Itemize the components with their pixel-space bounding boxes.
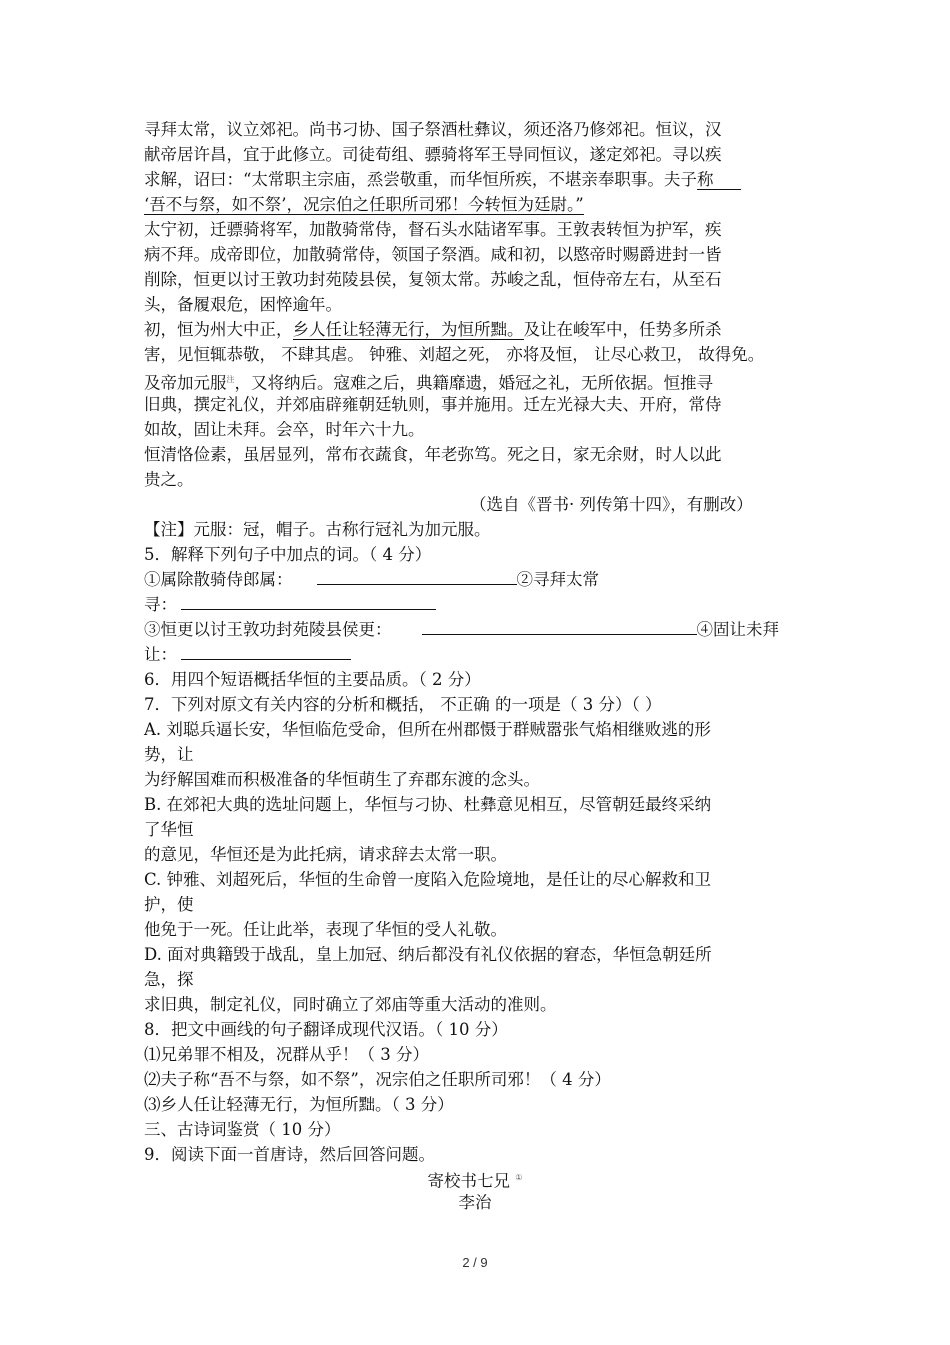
- question-5: 5．解释下列句子中加点的词。（ 4 分）: [144, 545, 432, 564]
- poem-author: 李治: [458, 1193, 492, 1212]
- passage-line: 及帝加元服$^注$，又将纳后。寇难之后，典籍靡遗，婚冠之礼，无所依据。恒推寻: [144, 373, 713, 393]
- question-8-item: ⑵夫子称“吾不与祭，如不祭”，况宗伯之任职所司邪！（ 4 分）: [144, 1070, 611, 1089]
- answer-blank[interactable]: [181, 645, 351, 660]
- question-8-item: ⑶乡人任让轻薄无行，为恒所黜。（ 3 分）: [144, 1095, 454, 1114]
- underlined-sentence: ‘吾不与祭，如不祭’，况宗伯之任职所司邪！今转恒为廷尉。”: [144, 195, 584, 214]
- option-d: 求旧典，制定礼仪，同时确立了郊庙等重大活动的准则。: [144, 995, 557, 1014]
- option-c: 他免于一死。任让此举，表现了华恒的受人礼敬。: [144, 920, 507, 939]
- option-b: B. 在郊祀大典的选址问题上，华恒与刁协、杜彝意见相互，尽管朝廷最终采纳: [144, 795, 712, 814]
- option-a: A. 刘聪兵逼长安，华恒临危受命，但所在州郡慑于群贼嚣张气焰相继败逃的形: [144, 720, 711, 739]
- passage-line: 太宁初，迁骠骑将军，加散骑常侍，督石头水陆诸军事。王敦表转恒为护军，疾: [144, 220, 722, 239]
- question-8: 8．把文中画线的句子翻译成现代汉语。（ 10 分）: [144, 1020, 508, 1039]
- passage-line: 病不拜。成帝即位，加散骑常侍，领国子祭酒。咸和初，以愍帝时赐爵进封一皆: [144, 245, 722, 264]
- question-5-item: ①属除散骑侍郎属： ②寻拜太常: [144, 570, 599, 589]
- question-8-item: ⑴兄弟罪不相及，况群从乎！（ 3 分）: [144, 1045, 429, 1064]
- option-c: 护，使: [144, 895, 194, 914]
- passage-line: 旧典，撰定礼仪，并郊庙辟雍朝廷轨则，事并施用。迁左光禄大夫、开府，常侍: [144, 395, 722, 414]
- passage-line: 贵之。: [144, 470, 194, 489]
- question-5-item: ③恒更以讨王敦功封苑陵县侯更： ④固让未拜: [144, 620, 779, 639]
- option-d: D. 面对典籍毁于战乱，皇上加冠、纳后都没有礼仪依据的窘态，华恒急朝廷所: [144, 945, 712, 964]
- underlined-sentence: 乡人任让轻薄无行，为恒所黜。: [292, 320, 524, 339]
- answer-blank[interactable]: [422, 620, 697, 635]
- passage-line: [144, 170, 741, 190]
- option-d: 急，探: [144, 970, 194, 989]
- passage-line: 恒清恪俭素，虽居显列，常布衣蔬食，年老弥笃。死之日，家无余财，时人以此: [144, 445, 722, 464]
- passage-line: 头，备履艰危，困悴逾年。: [144, 295, 342, 314]
- footnote-mark: 注: [226, 375, 235, 384]
- question-6: 6．用四个短语概括华恒的主要品质。（ 2 分）: [144, 670, 481, 689]
- footnote: 【注】元服：冠，帽子。古称行冠礼为加元服。: [144, 520, 491, 539]
- passage-line: 初，恒为州大中正，乡人任让轻薄无行，为恒所黜。及让在峻军中，任势多所杀: [144, 320, 722, 339]
- passage-line: 如故，固让未拜。会卒，时年六十九。: [144, 420, 425, 439]
- option-a: 势，让: [144, 745, 194, 764]
- option-b: 了华恒: [144, 820, 194, 839]
- poem-title: 寄校书七兄 ①: [427, 1171, 523, 1191]
- passage-line: 寻拜太常，议立郊祀。尚书刁协、国子祭酒杜彝议，须还洛乃修郊祀。恒议，汉: [144, 120, 722, 139]
- page-number: 2 / 9: [462, 1255, 488, 1270]
- poem-title-mark: ①: [515, 1173, 523, 1182]
- question-5-item: 让：: [144, 645, 351, 665]
- underlined-word: 称: [697, 170, 742, 190]
- passage-source: （选自《晋书· 列传第十四》，有删改）: [470, 495, 753, 514]
- question-5-item: 寻：: [144, 595, 436, 615]
- passage-line: [144, 195, 584, 215]
- answer-blank[interactable]: [317, 570, 517, 585]
- passage-line: 削除，恒更以讨王敦功封苑陵县侯，复领太常。苏峻之乱，恒侍帝左右，从至石: [144, 270, 722, 289]
- option-b: 的意见，华恒还是为此托病，请求辞去太常一职。: [144, 845, 507, 864]
- question-9: 9．阅读下面一首唐诗，然后回答问题。: [144, 1145, 435, 1164]
- option-a: 为纾解国难而积极准备的华恒萌生了弃郡东渡的念头。: [144, 770, 540, 789]
- answer-blank[interactable]: [181, 595, 436, 610]
- option-c: C. 钟雅、刘超死后，华恒的生命曾一度陷入危险境地，是任让的尽心解救和卫: [144, 870, 712, 889]
- passage-text: 求解，诏曰：“太常职主宗庙，烝尝敬重，而华恒所疾，不堪亲奉职事。夫子: [144, 170, 697, 189]
- section-heading: 三、古诗词鉴赏（ 10 分）: [144, 1120, 341, 1139]
- passage-line: 害，见恒辄恭敬， 不肆其虐。 钟雅、刘超之死， 亦将及恒， 让尽心救卫， 故得免。: [144, 345, 765, 364]
- question-7: 7．下列对原文有关内容的分析和概括， 不正确 的一项是（ 3 分）（ ）: [144, 695, 662, 714]
- passage-line: 献帝居许昌，宜于此修立。司徒荀组、骠骑将军王导同恒议，遂定郊祀。寻以疾: [144, 145, 722, 164]
